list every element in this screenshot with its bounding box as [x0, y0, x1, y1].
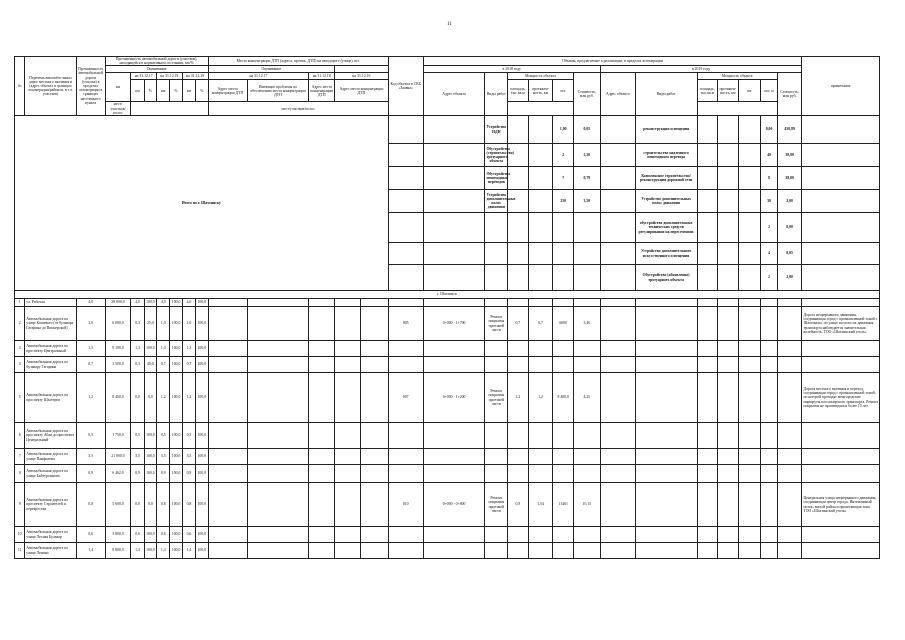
norm-2018-km: 0,9	[157, 465, 170, 483]
total-work-qty-2019: 30	[761, 190, 777, 213]
row-number: 6	[15, 423, 25, 449]
total-work-qty	[553, 243, 574, 265]
work-type	[485, 543, 508, 559]
total-work-qty-2019: 2	[761, 265, 777, 291]
object-address: 0+000 - 1+700	[423, 307, 485, 341]
object-address	[423, 299, 485, 307]
total-work-cost-2019: 2,00	[777, 190, 802, 213]
capacity-area	[508, 527, 529, 543]
header-normative-eval: Оценивание	[105, 66, 208, 73]
capacity-length: 0,7	[528, 307, 553, 341]
object-address	[423, 357, 485, 373]
capacity-length	[528, 527, 553, 543]
work-cost	[573, 423, 600, 449]
total-work-cost: 0,79	[573, 167, 600, 190]
norm-2018-km: 1,2	[157, 373, 170, 423]
capacity-length	[528, 543, 553, 559]
work-cost	[573, 543, 600, 559]
capacity-length	[528, 357, 553, 373]
norm-2017-km: 0,0	[131, 373, 144, 423]
capacity-area	[508, 465, 529, 483]
norm-2017-km: 0,9	[131, 465, 144, 483]
norm-2018-pct: 100,0	[170, 357, 182, 373]
row-note: Дорога непрерывного движения, соединяющая город с промышленной зоной г. Шахтинска, по улице на полосах движения транспорта наблюдается значительная колейность. ТОО «Шахтинский уголь»	[802, 307, 880, 341]
total-work-cost	[573, 243, 600, 265]
norm-2018-pct: 100,0	[170, 307, 182, 341]
total-work-name: Устройство дополнительных полос движения	[485, 190, 508, 213]
row-number: 1	[15, 299, 25, 307]
total-work-cost: 0,05	[573, 116, 600, 144]
header-dtp-2017: на 31.12.17	[208, 73, 309, 80]
capacity-length: 1,54	[528, 483, 553, 527]
total-work-name	[485, 265, 508, 291]
norm-2019-pct: 100,0	[196, 449, 208, 465]
work-type: Ремонт покрытия проезжей части	[485, 483, 508, 527]
header-col-road: Перечень автомоби-льных дорог местного значения и (адрес объекта в границах агломерации/районов, в т.ч. участков)	[25, 57, 76, 116]
row-note	[802, 341, 880, 357]
work-type	[485, 527, 508, 543]
work-cost	[573, 357, 600, 373]
road-area: 9 800,0	[105, 543, 131, 559]
object-code	[388, 299, 423, 307]
capacity-area: 0,8	[508, 483, 529, 527]
norm-2017-pct: 100,0	[144, 299, 156, 307]
total-work-name-2019: Комплексное строительство/реконструкция дорожной сети	[635, 167, 697, 190]
norm-2017-km: 0,6	[131, 527, 144, 543]
capacity-area	[508, 449, 529, 465]
work-type	[485, 341, 508, 357]
row-number: 2	[15, 307, 25, 341]
row-note	[802, 423, 880, 449]
road-name: Автомобильная дорога по улице Панфилова	[25, 449, 76, 465]
header-2018-capacity: Мощность объекта	[508, 73, 574, 80]
road-name: Автомобильная дорога по улице Лесная Бульвар	[25, 527, 76, 543]
norm-2019-pct: 100,0	[196, 465, 208, 483]
object-code	[388, 543, 423, 559]
total-work-qty: 250	[553, 190, 574, 213]
header-normative-2017: на 31.12.17	[131, 73, 157, 80]
work-type	[485, 465, 508, 483]
work-cost	[573, 341, 600, 357]
road-name: Автомобильная дорога по проспекту Абая до проспекта Центральный	[25, 423, 76, 449]
object-code	[388, 357, 423, 373]
work-type: Ремонт покрытия проезжей части	[485, 373, 508, 423]
capacity-area	[508, 299, 529, 307]
capacity-length	[528, 423, 553, 449]
table-row	[15, 543, 880, 559]
norm-2019-km: 0,5	[182, 423, 195, 449]
header-normative-2018: на 31.12.18	[157, 73, 183, 80]
main-table	[14, 56, 880, 559]
norm-2019-pct: 100,0	[196, 307, 208, 341]
header-normative-2019: на 31.12.19	[182, 73, 208, 80]
capacity-length	[528, 341, 553, 357]
norm-2017-km: 1,4	[131, 543, 144, 559]
total-work-qty-2019: 0,06	[761, 116, 777, 144]
header-2019-works: Виды работ	[635, 73, 697, 116]
object-code	[388, 449, 423, 465]
total-work-name-2019: Обустройство (обновление) тротуарного объекта	[635, 265, 697, 291]
road-name: Автомобильная дорога по бульвару Гагарина	[25, 357, 76, 373]
row-number: 9	[15, 483, 25, 527]
capacity-length	[528, 465, 553, 483]
norm-2019-pct: 100,0	[196, 357, 208, 373]
total-work-qty-2019: 40	[761, 144, 777, 167]
header-2019-address: Адрес объекта	[600, 73, 635, 116]
work-cost: 4,25	[573, 373, 600, 423]
norm-2018-pct: 100,0	[170, 373, 182, 423]
norm-2019-pct: 100,0	[196, 341, 208, 357]
total-row	[15, 116, 880, 144]
object-code	[388, 423, 423, 449]
total-work-qty: 2	[553, 144, 574, 167]
norm-2018-km: 0,7	[157, 357, 170, 373]
total-work-cost: 3,50	[573, 190, 600, 213]
total-work-qty: 7	[553, 167, 574, 190]
work-cost	[573, 299, 600, 307]
norm-2019-pct: 100,0	[196, 483, 208, 527]
norm-2018-km: 1,3	[157, 341, 170, 357]
total-work-qty-2019: 2	[761, 213, 777, 243]
road-area: 3 800,0	[105, 527, 131, 543]
header-col-length: Протяженность автомобильной дороги (участка) в пределах агломерации в границах населенного пункта	[76, 57, 105, 116]
row-note	[802, 543, 880, 559]
work-type	[485, 357, 508, 373]
road-length: 0,9	[76, 465, 105, 483]
road-length: 0,8	[76, 483, 105, 527]
work-type	[485, 299, 508, 307]
norm-2017-km: 4,0	[131, 299, 144, 307]
row-note: Центральная улица непрерывного движения, соединяющая центр города. Интенсивный поток, жилой район и прилегающая зона. ТОО «Шахтинский уголь»	[802, 483, 880, 527]
norm-2018-pct: 100,0	[170, 483, 182, 527]
norm-2018-km: 3,5	[157, 449, 170, 465]
road-area: 9 100,0	[105, 341, 131, 357]
road-length: 0,5	[76, 423, 105, 449]
norm-2017-pct: 100,0	[144, 543, 156, 559]
table-row	[15, 341, 880, 357]
total-work-name-2019: Устройство дополнительного искусственного освещения	[635, 243, 697, 265]
row-note	[802, 465, 880, 483]
capacity-area	[508, 341, 529, 357]
table-row	[15, 373, 880, 423]
object-code	[388, 341, 423, 357]
total-work-qty	[553, 265, 574, 291]
norm-2019-km: 4,0	[182, 299, 195, 307]
table-row	[15, 299, 880, 307]
road-area: 6 000,0	[105, 307, 131, 341]
norm-2017-pct: 100,0	[144, 527, 156, 543]
total-work-name	[485, 213, 508, 243]
table-row	[15, 307, 880, 341]
object-address: 0+000 - 1+200	[423, 373, 485, 423]
total-work-cost-2019: 0,05	[777, 243, 802, 265]
norm-2019-pct: 100,0	[196, 299, 208, 307]
header-col-volumes: Объемы, предлагаемые к реализации, в пределах агломерации	[423, 57, 802, 66]
total-work-qty	[553, 213, 574, 243]
object-code: 010	[388, 483, 423, 527]
capacity-units: 8 400,0	[553, 373, 574, 423]
row-number: 7	[15, 449, 25, 465]
norm-2018-pct: 100,0	[170, 449, 182, 465]
road-area: 1 750,0	[105, 423, 131, 449]
table-row	[15, 527, 880, 543]
work-cost: 3,46	[573, 307, 600, 341]
capacity-units	[553, 423, 574, 449]
norm-2018-pct: 100,0	[170, 543, 182, 559]
capacity-area: 0,7	[508, 307, 529, 341]
object-code	[388, 527, 423, 543]
capacity-units	[553, 357, 574, 373]
total-work-name-2019: обустройство дополнительных технических средств регулирования на пересечениях	[635, 213, 697, 243]
table-row	[15, 465, 880, 483]
row-note: Дорога местного значения и переход, соединяющая город с промышленной зоной, по которой проходят межгородские маршруты пассажирского транспорта. Ремонт покрытия не производился более 10 лет	[802, 373, 880, 423]
work-type	[485, 449, 508, 465]
row-note	[802, 299, 880, 307]
norm-2019-pct: 100,0	[196, 423, 208, 449]
norm-2017-km: 0,0	[131, 483, 144, 527]
road-name: Автомобильная дорога по улице Байтурсынова	[25, 465, 76, 483]
norm-2018-km: 1,0	[157, 307, 170, 341]
road-name: Автомобильная дорога по улице Ленина	[25, 543, 76, 559]
header-dtp-2019: на 31.12.19	[335, 73, 389, 80]
norm-2017-km: 0,3	[131, 307, 144, 341]
norm-2018-km: 0,6	[157, 527, 170, 543]
road-name: Автомобильная дорога по улице Кошевого (от бульвара Гагарина до Пионерской)	[25, 307, 76, 341]
work-type: Ремонт покрытия проезжей части	[485, 307, 508, 341]
object-address: 0+000 - 0+800	[423, 483, 485, 527]
road-name: Автомобильная дорога по проспекту Строителей и перекрестки	[25, 483, 76, 527]
norm-2018-pct: 100,0	[170, 465, 182, 483]
norm-2019-km: 0,6	[182, 527, 195, 543]
road-name: Автомобильная дорога по проспекту Шахтеров	[25, 373, 76, 423]
section-header	[15, 291, 880, 299]
total-work-name	[485, 243, 508, 265]
object-code	[388, 465, 423, 483]
norm-2017-pct: 100,0	[144, 341, 156, 357]
header-col-note: примечание	[802, 57, 880, 116]
header-length-unit: км	[105, 73, 131, 102]
norm-2017-pct: 100,0	[144, 449, 156, 465]
header-year-2018: в 2018 году	[423, 66, 600, 73]
row-number: 5	[15, 373, 25, 423]
road-length: 1,3	[76, 341, 105, 357]
capacity-units	[553, 449, 574, 465]
norm-2019-km: 3,5	[182, 449, 195, 465]
road-area: 5 600,0	[105, 483, 131, 527]
capacity-units: 6000	[553, 307, 574, 341]
capacity-length	[528, 299, 553, 307]
table-row	[15, 449, 880, 465]
object-code: 005	[388, 307, 423, 341]
capacity-area	[508, 543, 529, 559]
norm-2017-km: 1,3	[131, 341, 144, 357]
rows-block	[15, 299, 880, 559]
norm-2018-pct: 100,0	[170, 423, 182, 449]
capacity-length	[528, 449, 553, 465]
capacity-area	[508, 357, 529, 373]
row-note	[802, 527, 880, 543]
norm-2018-km: 4,0	[157, 299, 170, 307]
norm-2019-km: 0,8	[182, 483, 195, 527]
table-row	[15, 423, 880, 449]
work-cost	[573, 465, 600, 483]
total-work-name: Устройство ИДН	[485, 116, 508, 144]
norm-2019-pct: 100,0	[196, 373, 208, 423]
norm-2019-km: 1,3	[182, 341, 195, 357]
header-dtp-address: Адрес места концентрации ДТП	[208, 80, 247, 102]
work-cost	[573, 527, 600, 543]
row-number: 4	[15, 357, 25, 373]
total-work-cost-2019: 8,00	[777, 213, 802, 243]
total-work-qty-2019: 8	[761, 167, 777, 190]
total-work-cost-2019: 2,00	[777, 265, 802, 291]
norm-2017-pct: 0,0	[144, 373, 156, 423]
row-number: 10	[15, 527, 25, 543]
header-dtp-problems: Имеющие проблемы по обеспечению места концентрации ДТП	[247, 80, 309, 102]
capacity-area: 1,2	[508, 373, 529, 423]
header-dtp-eval: Оценивание	[208, 66, 335, 73]
row-note	[802, 449, 880, 465]
total-work-name: Обустройство (строительство) тротуарного объекта	[485, 144, 508, 167]
norm-2018-km: 0,5	[157, 423, 170, 449]
norm-2017-pct: 25,0	[144, 307, 156, 341]
header-col-normative: Протяженность автомобильной дороги (участков), находящейся в нормативном состоянии, км/%	[105, 57, 208, 66]
road-length: 1,4	[76, 543, 105, 559]
object-address	[423, 543, 485, 559]
object-address	[423, 423, 485, 449]
header-col-n: №	[15, 57, 25, 116]
total-work-cost	[573, 265, 600, 291]
total-label: Итого по г. Шахтинску	[15, 116, 389, 291]
total-work-cost: 2,50	[573, 144, 600, 167]
table-row	[15, 357, 880, 373]
row-number: 3	[15, 341, 25, 357]
norm-2018-pct: 100,0	[170, 527, 182, 543]
total-work-cost-2019: 30,00	[777, 144, 802, 167]
norm-2019-km: 0,9	[182, 465, 195, 483]
norm-2018-pct: 100,0	[170, 341, 182, 357]
object-address	[423, 465, 485, 483]
norm-2017-pct: 100,0	[144, 423, 156, 449]
row-number: 8	[15, 465, 25, 483]
total-work-name-2019: Устройство дополнительных полос движения	[635, 190, 697, 213]
total-work-cost	[573, 213, 600, 243]
norm-2017-km: 0,3	[131, 357, 144, 373]
norm-2017-pct: 100,0	[144, 465, 156, 483]
header-col-code: Код объекта в СКБ «Заявка»	[388, 57, 423, 116]
norm-2019-pct: 100,0	[196, 527, 208, 543]
road-length: 0,6	[76, 527, 105, 543]
header-2018-address: Адрес объекта	[423, 73, 485, 116]
road-name: Автомобильная дорога по проспекту Центральный	[25, 341, 76, 357]
road-area: 28 000,0	[105, 299, 131, 307]
header-2019-cost: Стоимость, млн руб.	[777, 73, 802, 116]
total-work-qty: 1,00	[553, 116, 574, 144]
object-address	[423, 449, 485, 465]
norm-2019-km: 1,4	[182, 543, 195, 559]
total-work-cost-2019: 450,89	[777, 116, 802, 144]
road-length: 0,7	[76, 357, 105, 373]
total-work-cost-2019: 28,00	[777, 167, 802, 190]
norm-2019-km: 1,2	[182, 373, 195, 423]
header-2018-works: Виды работ	[485, 73, 508, 116]
road-length: 4,0	[76, 299, 105, 307]
page-number: 11	[447, 22, 452, 27]
norm-2017-km: 0,5	[131, 423, 144, 449]
work-cost	[573, 449, 600, 465]
total-work-name-2019: реконструкция освещения	[635, 116, 697, 144]
table-header: № Перечень автомоби-льных дорог местного значения и (адрес объекта в границах агломерации/районов, в т.ч. участков) Протяженность автомобильной дороги (участка) в пределах агломерации в границах населенного пункта Протяженность автомобильной дороги (участков), находящейся в нормативном состоянии, км/% Места концентрации ДТП (адреса, протяж. ДТП) на автодороге (улице), шт. Код объекта в СКБ «Заявка» Объемы, предлагаемые к реализации, в пределах агломерации примечание Оценивание Оценивание в 2018 году в 2019 году км на 31.12.17 на 31.12.18 на 31.12.19 на 31.12.17 на 31.12.18 на 31.12.19 Адрес объекта Виды работ Мощность объекта Стоимость, млн руб. Адрес объекта Виды работ Мощность объекта Стоимость, млн руб. км % км % км % Адрес места концентрации ДТП Имеющие проблемы по обеспечению места концентрации ДТП Адрес места концентрации ДТП Адрес места концентрации ДТП площадь, тыс.кв.м протяжен-ность, км шт. площадь, тыс.кв.м протяжен-ность, км шт. пог. м мест/участков/полос мест/участков/полос	[15, 57, 880, 116]
capacity-area	[508, 423, 529, 449]
capacity-units	[553, 465, 574, 483]
header-col-dtp: Места концентрации ДТП (адреса, протяж. ДТП) на автодороге (улице), шт.	[208, 57, 388, 66]
road-area: 6 462,0	[105, 465, 131, 483]
road-area: 21 000,0	[105, 449, 131, 465]
total-work-qty-2019: 4	[761, 243, 777, 265]
norm-2019-km: 0,7	[182, 357, 195, 373]
object-address	[423, 341, 485, 357]
header-dtp-2018: на 31.12.18	[309, 73, 335, 80]
row-note	[802, 357, 880, 373]
norm-2018-pct: 100,0	[170, 299, 182, 307]
capacity-length: 1,2	[528, 373, 553, 423]
norm-2017-pct: 0,0	[144, 483, 156, 527]
road-area: 3 500,0	[105, 357, 131, 373]
road-area: 8 400,0	[105, 373, 131, 423]
norm-2018-km: 1,4	[157, 543, 170, 559]
capacity-units	[553, 341, 574, 357]
norm-2019-pct: 100,0	[196, 543, 208, 559]
object-code: 007	[388, 373, 423, 423]
total-work-name: Обустройство пешеходных переходов	[485, 167, 508, 190]
row-number: 11	[15, 543, 25, 559]
section-title: г. Шахтинск	[15, 291, 880, 299]
norm-2017-pct: 40,0	[144, 357, 156, 373]
norm-2017-km: 3,5	[131, 449, 144, 465]
total-block	[15, 116, 880, 291]
total-work-name-2019: строительство надземного пешеходного перехода	[635, 144, 697, 167]
header-2018-cost: Стоимость, млн руб.	[573, 73, 600, 116]
capacity-units	[553, 543, 574, 559]
capacity-units: 11461	[553, 483, 574, 527]
object-address	[423, 527, 485, 543]
work-cost: 10,15	[573, 483, 600, 527]
header-year-2019: в 2019 году	[600, 66, 802, 73]
road-name: ул. Рабочая	[25, 299, 76, 307]
capacity-units	[553, 299, 574, 307]
road-length: 1,2	[76, 373, 105, 423]
work-type	[485, 423, 508, 449]
header-2019-capacity: Мощность объекта	[697, 73, 777, 80]
capacity-units	[553, 527, 574, 543]
road-length: 3,5	[76, 449, 105, 465]
norm-2019-km: 1,0	[182, 307, 195, 341]
norm-2018-km: 0,8	[157, 483, 170, 527]
table-row	[15, 483, 880, 527]
road-length: 1,0	[76, 307, 105, 341]
